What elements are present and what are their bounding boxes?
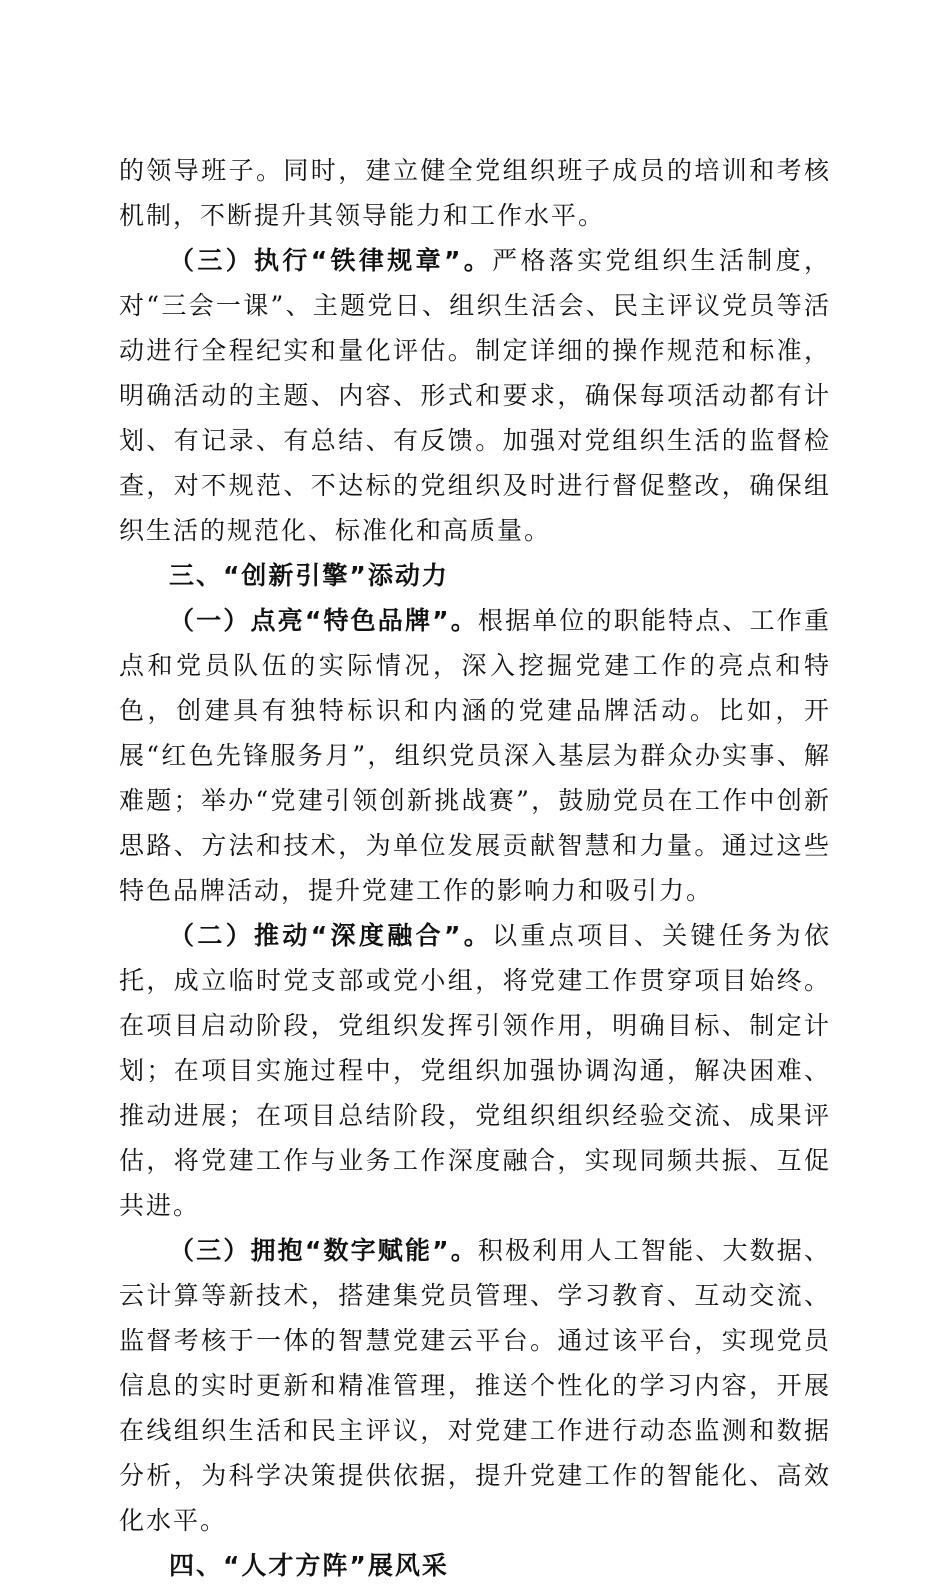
- paragraph-lead: （一）点亮“特色品牌”。: [169, 606, 478, 635]
- paragraph-deep-integration: [119, 913, 831, 1228]
- paragraph-lead: （三）拥抱“数字赋能”。: [169, 1236, 478, 1265]
- paragraph-featured-brand: [119, 598, 831, 913]
- paragraph-text: 根据单位的职能特点、工作重点和党员队伍的实际情况，深入挖掘党建工作的亮点和特色，创建具有独特标识和内涵的党建品牌活动。比如，开展“红色先锋服务月”，组织党员深入基层为群众办实事、解难题；举办“党建引领创新挑战赛”，鼓励党员在工作中创新思路、方法和技术，为单位发展贡献智慧和力量。通过这些特色品牌活动，提升党建工作的影响力和吸引力。: [119, 606, 831, 905]
- paragraph-continuation: [119, 148, 831, 238]
- paragraph-text: 以重点项目、关键任务为依托，成立临时党支部或党小组，将党建工作贯穿项目始终。在项目启动阶段，党组织发挥引领作用，明确目标、制定计划；在项目实施过程中，党组织加强协调沟通，解决困难、推动进展；在项目总结阶段，党组织组织经验交流、成果评估，将党建工作与业务工作深度融合，实现同频共振、互促共进。: [119, 921, 831, 1220]
- paragraph-text: 积极利用人工智能、大数据、云计算等新技术，搭建集党员管理、学习教育、互动交流、监督考核于一体的智慧党建云平台。通过该平台，实现党员信息的实时更新和精准管理，推送个性化的学习内容，开展在线组织生活和民主评议，对党建工作进行动态监测和数据分析，为科学决策提供依据，提升党建工作的智能化、高效化水平。: [119, 1236, 831, 1535]
- section-heading-talent: 四、“人才方阵”展风采: [169, 1551, 449, 1580]
- paragraph-lead: （三）执行“铁律规章”。: [169, 246, 493, 275]
- paragraph-text: 的领导班子。同时，建立健全党组织班子成员的培训和考核机制，不断提升其领导能力和工作水平。: [119, 156, 831, 230]
- paragraph-text: 严格落实党组织生活制度，对“三会一课”、主题党日、组织生活会、民主评议党员等活动进行全程纪实和量化评估。制定详细的操作规范和标准，明确活动的主题、内容、形式和要求，确保每项活动都有计划、有记录、有总结、有反馈。加强对党组织生活的监督检查，对不规范、不达标的党组织及时进行督促整改，确保组织生活的规范化、标准化和高质量。: [119, 246, 831, 545]
- paragraph-digital-empowerment: [119, 1228, 831, 1543]
- section-heading-innovation: 三、“创新引擎”添动力: [169, 561, 449, 590]
- paragraph-lead: （二）推动“深度融合”。: [169, 921, 493, 950]
- document-body: [119, 148, 831, 1588]
- paragraph-iron-rules: [119, 238, 831, 553]
